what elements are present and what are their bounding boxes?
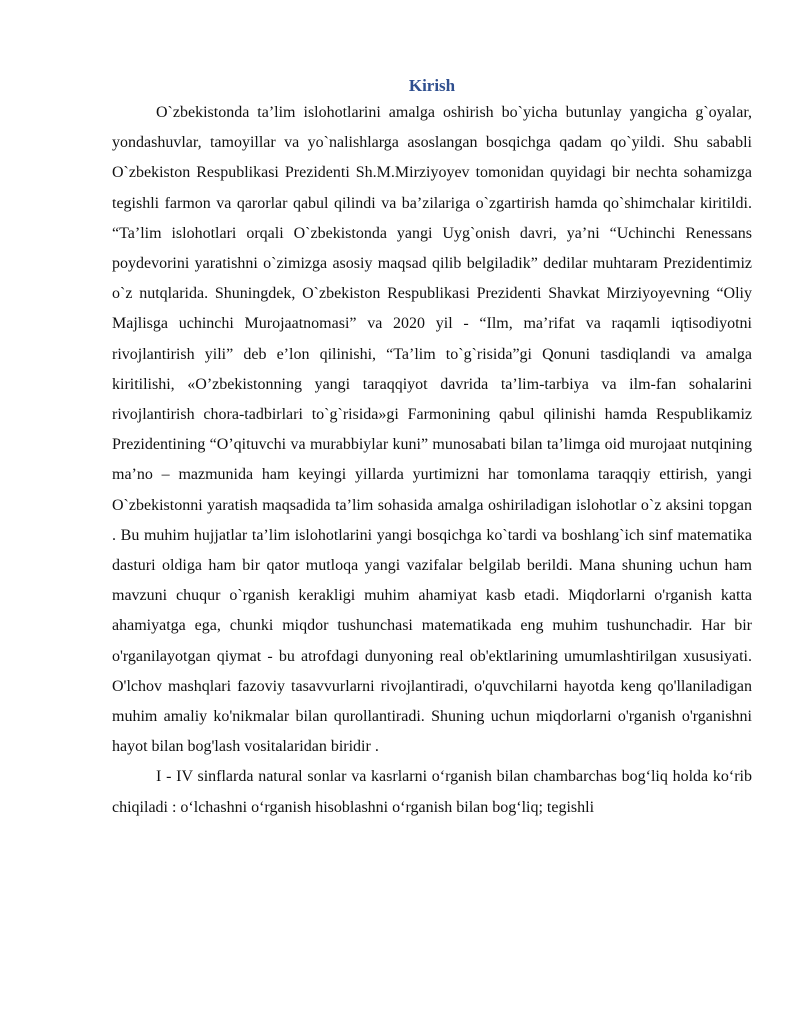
document-page [112, 70, 752, 823]
paragraph-grades-1-4: I - IV sinflarda natural sonlar va kasrlarni o‘rganish bilan chambarchas bog‘liq holda ko‘rib chiqiladi : o‘lchashni o‘rganish hisoblashni o‘rganish bilan bog‘liq; tegishli [112, 768, 752, 816]
paragraph-introduction: O`zbekistonda ta’lim islohotlarini amalga oshirish bo`yicha butunlay yangicha g`oyalar, yondashuvlar, tamoyillar va yo`nalishlarga asoslangan bosqichga qadam qo`yildi. Shu sababli O`zbekiston Respublikasi Prezidenti Sh.M.Mirziyoyev tomonidan quyidagi bir nechta sohamizga tegishli farmon va qarorlar qabul qilindi va ba’zilariga o`zgartirish hamda qo`shimchalar kiritildi. “Ta’lim islohotlari orqali O`zbekistonda yangi Uyg`onish davri, ya’ni “Uchinchi Renessans poydevorini yaratishni o`zimizga asosiy maqsad qilib belgiladik” dedilar muhtaram Prezidentimiz o`z nutqlarida. Shuningdek, O`zbekiston Respublikasi Prezidenti Shavkat Mirziyoyevning “Oliy Majlisga uchinchi Murojaatnomasi” va 2020 yil - “Ilm, ma’rifat va raqamli iqtisodiyotni rivojlantirish yili” deb e’lon qilinishi, “Ta’lim to`g`risida”gi Qonuni tasdiqlandi va amalga kiritilishi, «O’zbekistonning yangi taraqqiyot davrida ta’lim-tarbiya va ilm-fan sohalarini rivojlantirish chora-tadbirlari to`g`risida»gi Farmonining qabul qilinishi hamda Respublikamiz Prezidentining “O’qituvchi va murabbiylar kuni” munosabati bilan ta’limga oid murojaat nutqining ma’no – mazmunida ham keyingi yillarda yurtimizni har tomonlama taraqqiy ettirish, yangi O`zbekistonni yaratish maqsadida ta’lim sohasida amalga oshiriladigan islohotlar o`z aksini topgan . Bu muhim hujjatlar ta’lim islohotlarini yangi bosqichga ko`tardi va boshlang`ich sinf matematika dasturi oldiga ham bir qator mutloqa yangi vazifalar belgilab berildi. Mana shuning uchun ham mavzuni chuqur o`rganish kerakligi muhim ahamiyat kasb etadi. Miqdorlarni o'rganish katta ahamiyatga ega, chunki miqdor tushunchasi matematikada eng muhim tushunchadir. Har bir o'rganilayotgan qiymat - bu atrofdagi dunyoning real ob'ektlarining umumlashtirilgan xususiyati. O'lchov mashqlari fazoviy tasavvurlarni rivojlantiradi, o'quvchilarni hayotda keng qo'llaniladigan muhim amaliy ko'nikmalar bilan qurollantiradi. Shuning uchun miqdorlarni o'rganish o'rganishni hayot bilan bog'lash vositalaridan biridir . [112, 104, 752, 756]
page-title: Kirish [408, 76, 456, 95]
